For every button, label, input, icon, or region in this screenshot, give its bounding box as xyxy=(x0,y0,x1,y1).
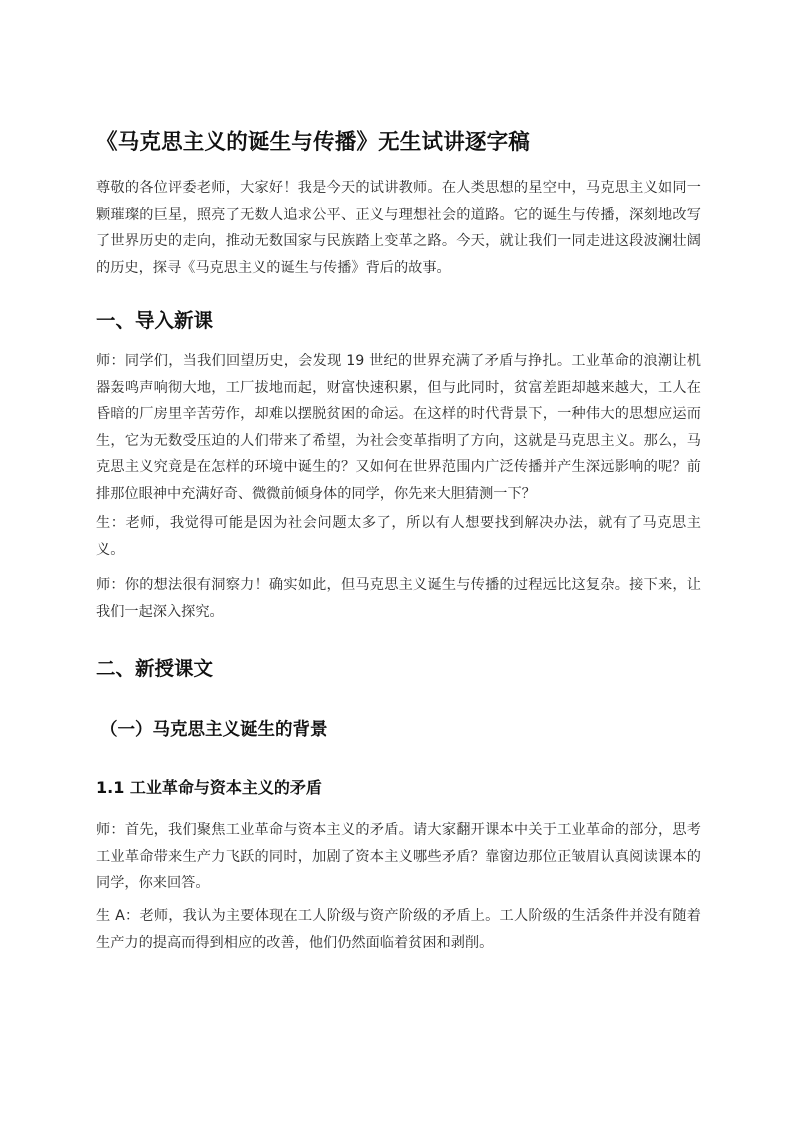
subsection-heading-industrial-revolution: 1.1 工业革命与资本主义的矛盾 xyxy=(96,778,322,797)
teacher-paragraph-2: 师：你的想法很有洞察力！确实如此，但马克思主义诞生与传播的过程远比这复杂。接下来，让我们一起深入探究。 xyxy=(96,577,701,620)
teacher-paragraph-1: 师：同学们，当我们回望历史，会发现 19 世纪的世界充满了矛盾与挣扎。工业革命的浪潮让机器轰鸣声响彻大地，工厂拔地而起，财富快速积累，但与此同时，贫富差距却越来越大，工人在昏暗的厂房里辛苦劳作，却难以摆脱贫困的命运。在这样的时代背景下，一种伟大的思想应运而生，它为无数受压迫的人们带来了希望，为社会变革指明了方向，这就是马克思主义。那么，马克思主义究竟是在怎样的环境中诞生的？又如何在世界范围内广泛传播并产生深远影响的呢？前排那位眼神中充满好奇、微微前倾身体的同学，你先来大胆猜测一下？ xyxy=(96,353,701,502)
document-title: 《马克思主义的诞生与传播》无生试讲逐字稿 xyxy=(96,130,531,155)
intro-paragraph: 尊敬的各位评委老师，大家好！我是今天的试讲教师。在人类思想的星空中，马克思主义如同一颗璀璨的巨星，照亮了无数人追求公平、正义与理想社会的道路。它的诞生与传播，深刻地改写了世界历史的走向，推动无数国家与民族踏上变革之路。今天，就让我们一同走进这段波澜壮阔的历史，探寻《马克思主义的诞生与传播》背后的故事。 xyxy=(96,180,701,276)
subsection-heading-background: （一）马克思主义诞生的背景 xyxy=(100,720,328,740)
student-paragraph-1: 生：老师，我觉得可能是因为社会问题太多了，所以有人想要找到解决办法，就有了马克思主义。 xyxy=(96,515,701,558)
section-heading-new-lesson: 二、新授课文 xyxy=(96,657,214,680)
section-heading-intro: 一、导入新课 xyxy=(96,309,214,332)
teacher-paragraph-3: 师：首先，我们聚焦工业革命与资本主义的矛盾。请大家翻开课本中关于工业革命的部分，思考工业革命带来生产力飞跃的同时，加剧了资本主义哪些矛盾？靠窗边那位正皱眉认真阅读课本的同学，你来回答。 xyxy=(96,822,701,891)
student-a-paragraph: 生 A：老师，我认为主要体现在工人阶级与资产阶级的矛盾上。工人阶级的生活条件并没有随着生产力的提高而得到相应的改善，他们仍然面临着贫困和剥削。 xyxy=(96,908,701,951)
